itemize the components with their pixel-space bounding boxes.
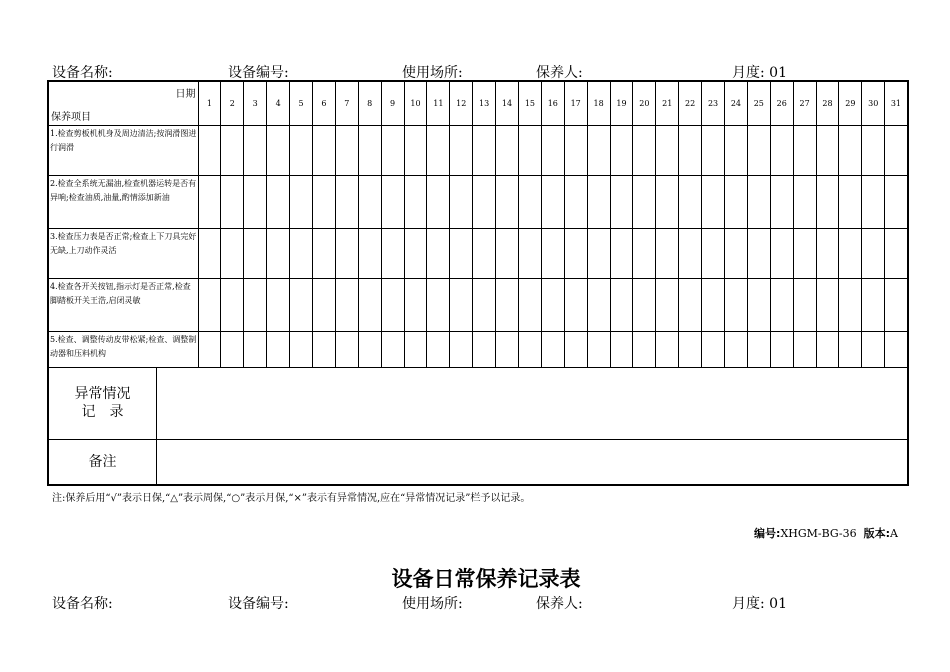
check-cell[interactable] [244,278,267,331]
check-cell[interactable] [427,175,450,228]
check-cell[interactable] [770,175,793,228]
check-cell[interactable] [496,125,519,175]
document-code [754,525,898,541]
check-cell[interactable] [816,175,839,228]
check-cell[interactable] [404,175,427,228]
check-cell[interactable] [541,331,564,367]
check-cell[interactable] [610,228,633,278]
day-header: 8 [358,81,381,125]
day-header: 25 [747,81,770,125]
check-cell[interactable] [862,278,885,331]
table-row [48,278,908,331]
check-cell[interactable] [358,228,381,278]
table-row [48,331,908,367]
check-cell[interactable] [335,125,358,175]
check-cell[interactable] [244,125,267,175]
check-cell[interactable] [541,228,564,278]
check-cell[interactable] [404,278,427,331]
check-cell[interactable] [656,175,679,228]
day-header: 23 [702,81,725,125]
check-cell[interactable] [564,125,587,175]
check-cell[interactable] [656,228,679,278]
check-cell[interactable] [702,125,725,175]
remark-row [48,439,908,485]
check-cell[interactable] [702,175,725,228]
check-cell[interactable] [335,228,358,278]
check-cell[interactable] [518,125,541,175]
day-header: 14 [496,81,519,125]
check-cell[interactable] [793,278,816,331]
check-cell[interactable] [244,228,267,278]
check-cell[interactable] [770,228,793,278]
check-cell[interactable] [473,175,496,228]
check-cell[interactable] [404,228,427,278]
check-cell[interactable] [587,331,610,367]
check-cell[interactable] [541,125,564,175]
check-cell[interactable] [496,228,519,278]
day-header: 3 [244,81,267,125]
check-cell[interactable] [816,278,839,331]
check-cell[interactable] [221,125,244,175]
day-header: 12 [450,81,473,125]
check-cell[interactable] [839,228,862,278]
check-cell[interactable] [198,175,221,228]
check-cell[interactable] [724,331,747,367]
day-header: 21 [656,81,679,125]
check-cell[interactable] [198,331,221,367]
check-cell[interactable] [793,125,816,175]
check-cell[interactable] [267,278,290,331]
check-cell[interactable] [450,125,473,175]
check-cell[interactable] [473,278,496,331]
day-header: 10 [404,81,427,125]
day-header: 20 [633,81,656,125]
check-cell[interactable] [312,125,335,175]
abnormal-record-label [48,367,198,439]
check-cell[interactable] [702,228,725,278]
version-label: 版本: [863,527,891,540]
check-cell[interactable] [610,278,633,331]
check-cell[interactable] [404,125,427,175]
label-wrapper: 备注 [88,453,117,470]
check-cell[interactable] [312,175,335,228]
check-cell[interactable] [427,125,450,175]
check-cell[interactable] [885,331,908,367]
check-cell[interactable] [747,228,770,278]
check-cell[interactable] [679,175,702,228]
check-cell[interactable] [793,228,816,278]
check-cell[interactable] [290,175,313,228]
check-cell[interactable] [885,125,908,175]
check-cell[interactable] [679,331,702,367]
check-cell[interactable] [290,125,313,175]
check-cell[interactable] [679,278,702,331]
check-cell[interactable] [564,278,587,331]
day-header: 24 [724,81,747,125]
month-label: 月度: 01 [732,65,787,81]
table-row [48,228,908,278]
check-cell[interactable] [610,125,633,175]
keeper-label: 保养人: [536,65,583,81]
day-header: 9 [381,81,404,125]
check-cell[interactable] [198,125,221,175]
check-cell[interactable] [724,228,747,278]
check-cell[interactable] [885,228,908,278]
location-label: 使用场所: [402,65,463,81]
maintenance-item: 4.检查各开关按钮,指示灯是否正常,检查脚踏板开关王浩,启闭灵敏 [48,278,198,331]
check-cell[interactable] [862,331,885,367]
check-cell[interactable] [747,331,770,367]
check-cell[interactable] [312,331,335,367]
check-cell[interactable] [450,278,473,331]
table-header-row [48,81,908,125]
check-cell[interactable] [221,175,244,228]
day-header: 11 [427,81,450,125]
form-title: 设备日常保养记录表 [391,567,581,591]
check-cell[interactable] [862,125,885,175]
check-cell[interactable] [633,125,656,175]
legend-note: 注:保养后用“√”表示日保,“△”表示周保,“○”表示月保,“×”表示有异常情况,应在“异常情况记录”栏予以记录。 [52,493,531,504]
form-header [52,62,912,82]
check-cell[interactable] [816,125,839,175]
check-cell[interactable] [381,228,404,278]
check-cell[interactable] [564,175,587,228]
check-cell[interactable] [885,175,908,228]
location-label-2: 使用场所: [402,596,463,612]
code-value: XHGM-BG-36 [780,527,857,540]
label-divider [156,440,157,485]
code-label: 编号: [754,527,781,540]
check-cell[interactable] [381,125,404,175]
check-cell[interactable] [290,228,313,278]
check-cell[interactable] [450,228,473,278]
check-cell[interactable] [587,125,610,175]
check-cell[interactable] [198,228,221,278]
check-cell[interactable] [427,228,450,278]
check-cell[interactable] [885,278,908,331]
abnormal-record-row [48,367,908,439]
check-cell[interactable] [679,125,702,175]
check-cell[interactable] [793,175,816,228]
check-cell[interactable] [839,125,862,175]
check-cell[interactable] [473,125,496,175]
month-label-2: 月度: 01 [732,596,787,612]
check-cell[interactable] [770,278,793,331]
equipment-name-label-2: 设备名称: [52,596,113,612]
check-cell[interactable] [839,331,862,367]
day-header: 4 [267,81,290,125]
maintenance-item: 2.检查全系统无漏油,检查机器运转是否有异响;检查油质,油量,酌情添加新油 [48,175,198,228]
check-cell[interactable] [541,278,564,331]
abnormal-record-field[interactable] [198,367,908,439]
check-cell[interactable] [427,331,450,367]
check-cell[interactable] [290,278,313,331]
check-cell[interactable] [404,331,427,367]
check-cell[interactable] [564,331,587,367]
check-cell[interactable] [747,278,770,331]
check-cell[interactable] [816,331,839,367]
check-cell[interactable] [290,331,313,367]
check-cell[interactable] [747,175,770,228]
day-header: 18 [587,81,610,125]
day-header: 30 [862,81,885,125]
item-header: 保养项目 [51,111,91,123]
check-cell[interactable] [358,278,381,331]
check-cell[interactable] [702,331,725,367]
check-cell[interactable] [221,331,244,367]
check-cell[interactable] [381,175,404,228]
keeper-label-2: 保养人: [536,596,583,612]
check-cell[interactable] [518,331,541,367]
check-cell[interactable] [358,331,381,367]
check-cell[interactable] [656,331,679,367]
check-cell[interactable] [244,331,267,367]
check-cell[interactable] [267,175,290,228]
maintenance-item: 5.检查、调整传动皮带松紧;检查、调整制动器和压料机构 [48,331,198,367]
check-cell[interactable] [312,228,335,278]
check-cell[interactable] [633,278,656,331]
check-cell[interactable] [862,175,885,228]
check-cell[interactable] [839,175,862,228]
check-cell[interactable] [335,278,358,331]
check-cell[interactable] [656,125,679,175]
check-cell[interactable] [267,331,290,367]
check-cell[interactable] [702,278,725,331]
equipment-name-label: 设备名称: [52,65,113,81]
check-cell[interactable] [496,331,519,367]
remark-field[interactable] [198,439,908,485]
check-cell[interactable] [564,228,587,278]
check-cell[interactable] [724,175,747,228]
day-header: 5 [290,81,313,125]
table-row [48,125,908,175]
day-header: 31 [885,81,908,125]
label-wrapper: 异常情况 记 录 [74,386,131,420]
check-cell[interactable] [679,228,702,278]
check-cell[interactable] [816,228,839,278]
check-cell[interactable] [587,175,610,228]
form-header-2 [52,593,912,613]
check-cell[interactable] [839,278,862,331]
version-value: A [890,527,898,540]
check-cell[interactable] [358,175,381,228]
remark-label [48,439,198,485]
check-cell[interactable] [633,331,656,367]
check-cell[interactable] [587,228,610,278]
maintenance-item: 3.检查压力表是否正常;检查上下刀具完好无缺,上刀动作灵活 [48,228,198,278]
day-header: 1 [198,81,221,125]
day-header: 26 [770,81,793,125]
header-corner-cell [48,81,198,125]
check-cell[interactable] [221,278,244,331]
equipment-number-label-2: 设备编号: [228,596,289,612]
check-cell[interactable] [358,125,381,175]
maintenance-table [47,80,909,486]
check-cell[interactable] [473,331,496,367]
check-cell[interactable] [221,228,244,278]
check-cell[interactable] [656,278,679,331]
day-header: 13 [473,81,496,125]
check-cell[interactable] [518,278,541,331]
check-cell[interactable] [770,331,793,367]
check-cell[interactable] [587,278,610,331]
check-cell[interactable] [610,175,633,228]
check-cell[interactable] [335,331,358,367]
check-cell[interactable] [473,228,496,278]
check-cell[interactable] [244,175,267,228]
check-cell[interactable] [267,125,290,175]
check-cell[interactable] [747,125,770,175]
check-cell[interactable] [381,278,404,331]
check-cell[interactable] [267,228,290,278]
check-cell[interactable] [770,125,793,175]
check-cell[interactable] [862,228,885,278]
day-header: 2 [221,81,244,125]
check-cell[interactable] [427,278,450,331]
check-cell[interactable] [335,175,358,228]
check-cell[interactable] [610,331,633,367]
day-header: 27 [793,81,816,125]
check-cell[interactable] [496,278,519,331]
day-header: 17 [564,81,587,125]
day-header: 19 [610,81,633,125]
check-cell[interactable] [518,175,541,228]
check-cell[interactable] [541,175,564,228]
day-header: 6 [312,81,335,125]
equipment-number-label: 设备编号: [228,65,289,81]
check-cell[interactable] [450,331,473,367]
check-cell[interactable] [724,278,747,331]
check-cell[interactable] [793,331,816,367]
day-header: 15 [518,81,541,125]
check-cell[interactable] [633,175,656,228]
check-cell[interactable] [198,278,221,331]
check-cell[interactable] [450,175,473,228]
maintenance-item: 1.检查剪板机机身及周边清洁;按润滑图进行润滑 [48,125,198,175]
day-header: 16 [541,81,564,125]
check-cell[interactable] [518,228,541,278]
check-cell[interactable] [724,125,747,175]
table-row [48,175,908,228]
day-header: 28 [816,81,839,125]
day-header: 7 [335,81,358,125]
day-header: 29 [839,81,862,125]
check-cell[interactable] [496,175,519,228]
check-cell[interactable] [312,278,335,331]
check-cell[interactable] [381,331,404,367]
label-divider [156,368,157,439]
check-cell[interactable] [633,228,656,278]
date-header: 日期 [175,89,196,100]
day-header: 22 [679,81,702,125]
